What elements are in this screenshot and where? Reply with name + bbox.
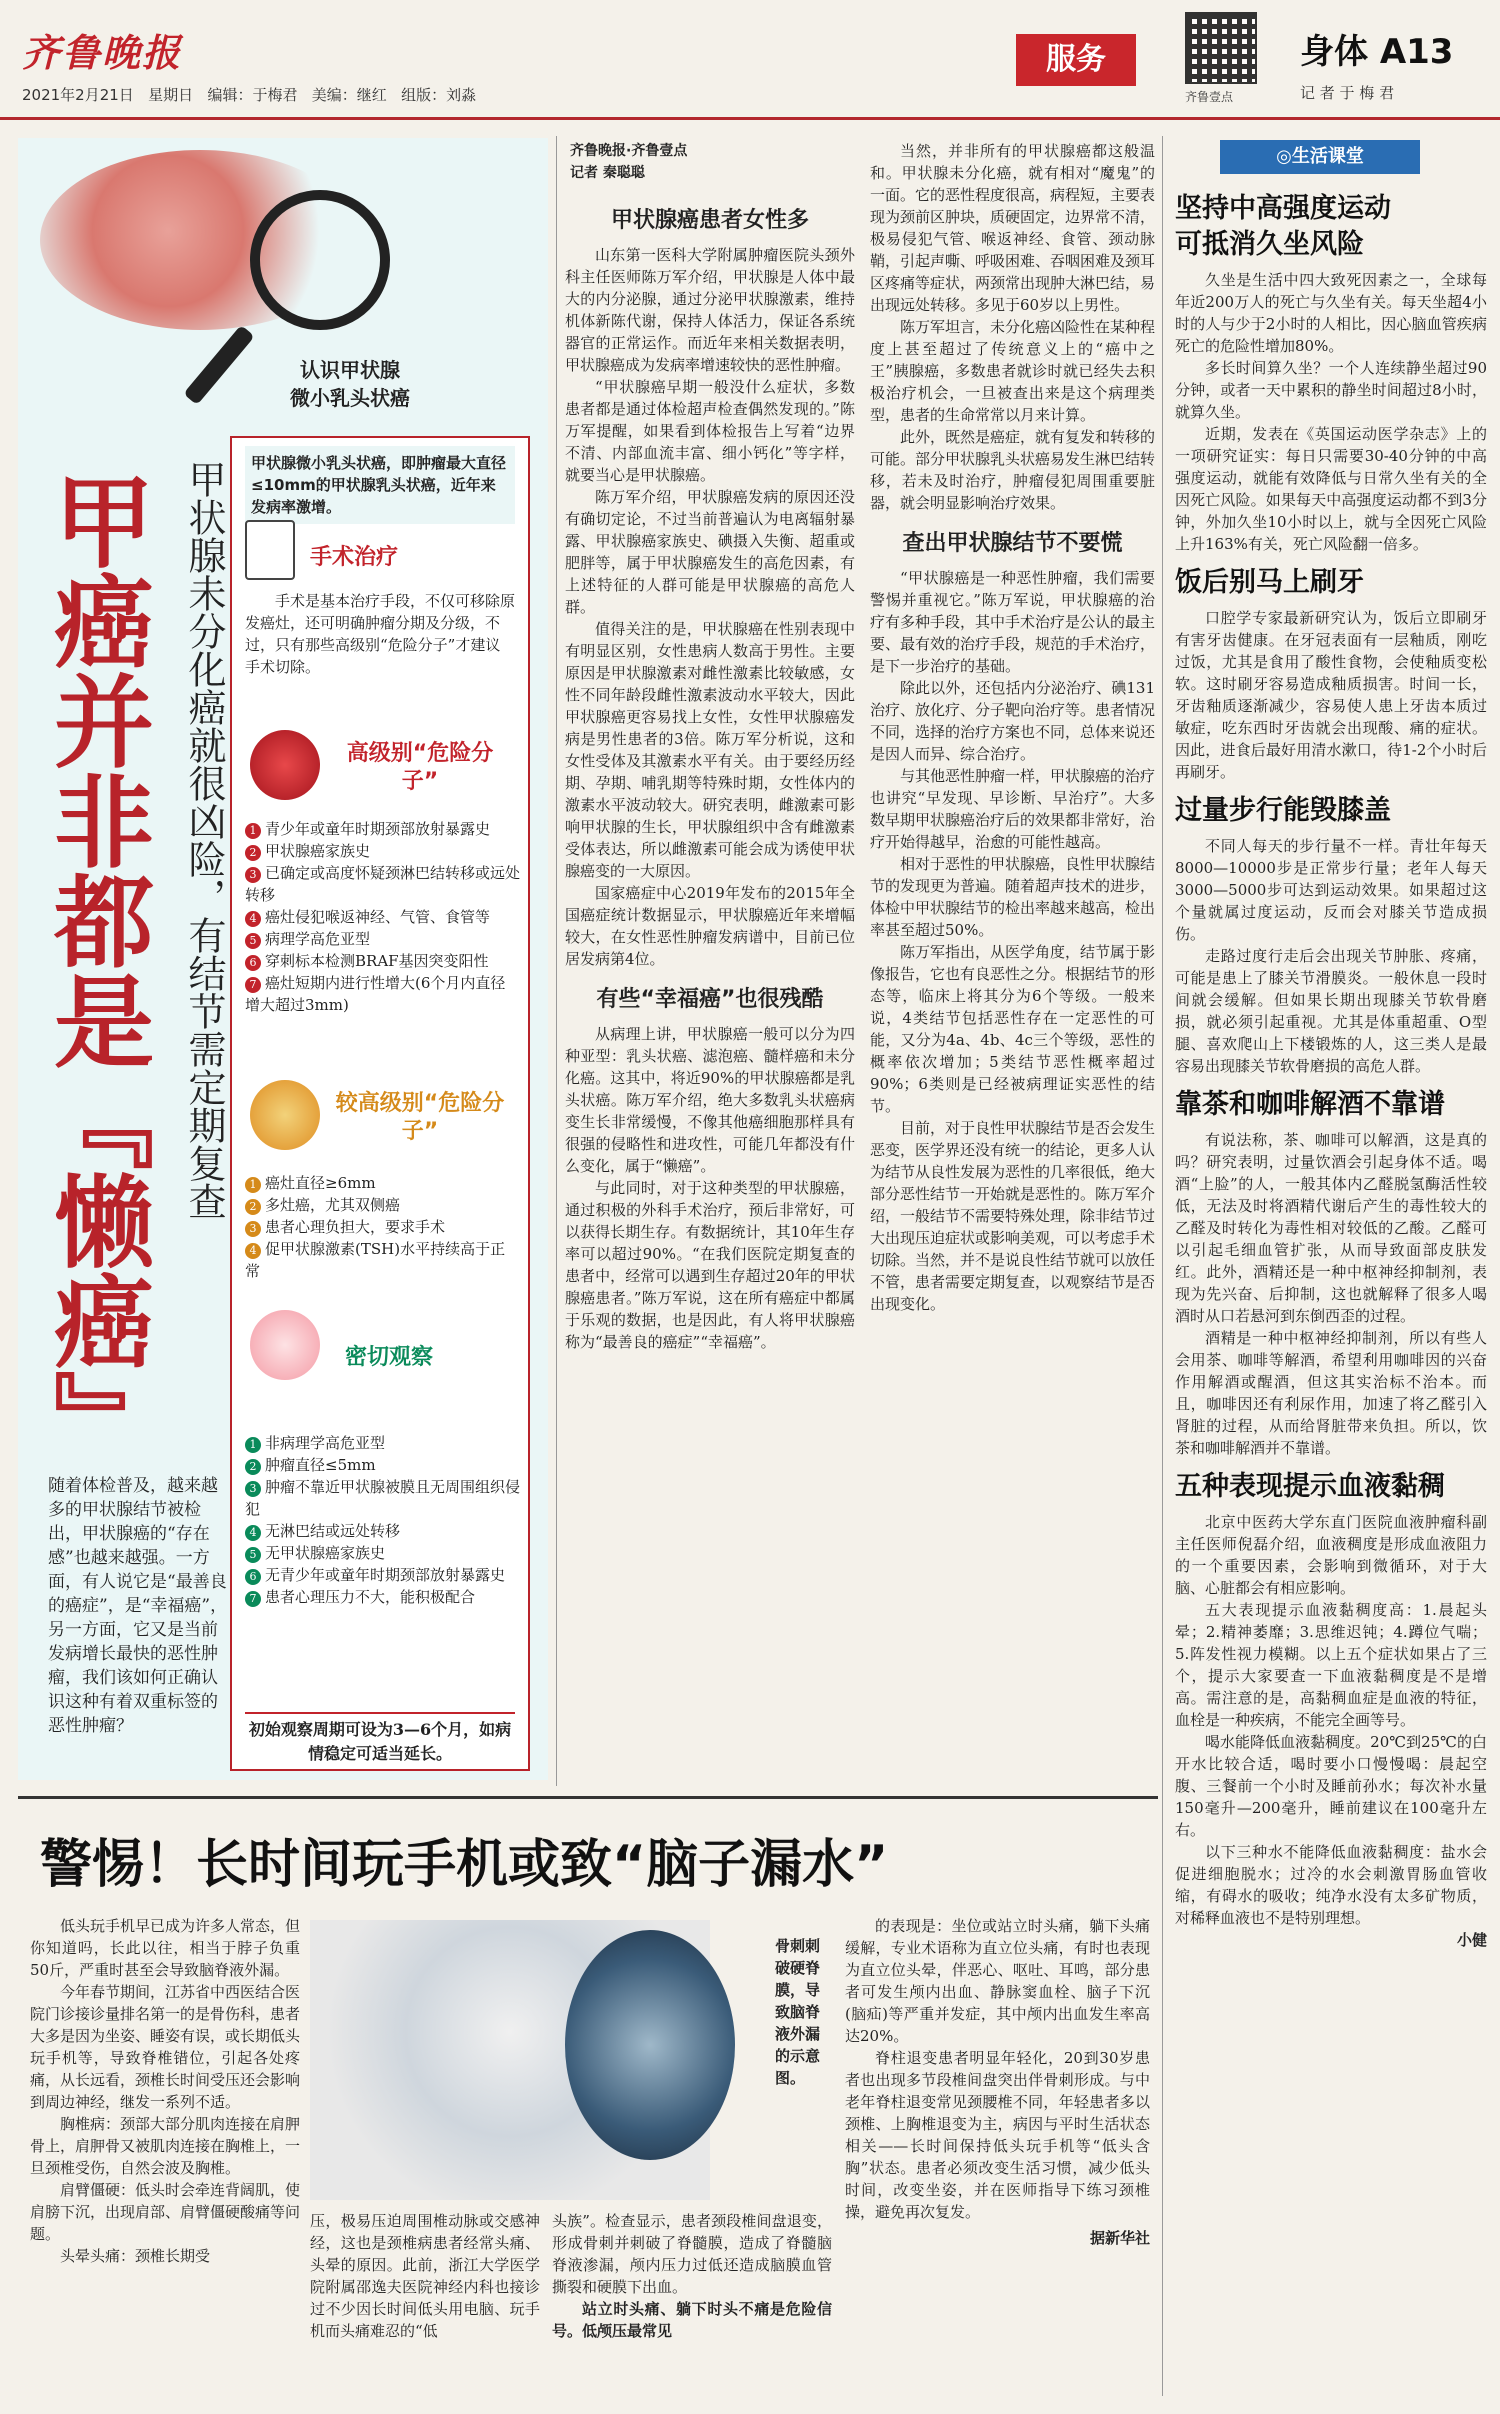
bottom-paragraph: 的表现是：坐位或站立时头痛，躺下头痛缓解，专业术语称为直立位头痛，有时也表现为直立位头晕，伴恶心、呕吐、耳鸣，部分患者可发生颅内出血、静脉窦血栓、脑子下沉(脑疝)等严重并发症，其中颅内出血发生率高达20%。 [845, 1917, 1150, 2045]
column-item-title: 饭后别马上刷牙 [1175, 567, 1364, 598]
watch-list [245, 1432, 520, 1608]
list-number-badge: 7 [245, 1591, 261, 1607]
bottom-column-4 [845, 1915, 1150, 2248]
list-number-badge: 7 [245, 977, 261, 993]
watch-item: 3肿瘤不靠近甲状腺被膜且无周围组织侵犯 [245, 1478, 521, 1518]
magnifier-icon [250, 190, 390, 330]
issue-date: 2021年2月21日 [22, 86, 134, 104]
qr-code-icon[interactable] [1185, 12, 1257, 84]
bottom-column-3-bold: 站立时头痛、躺下时头不痛是危险信号。低颅压最常见 [552, 2300, 832, 2340]
article-author: 记者 秦聪聪 [570, 165, 645, 181]
observation-note: 初始观察周期可设为3—6个月，如病情稳定可适当延长。 [245, 1712, 515, 1766]
column-item-paragraph: 酒精是一种中枢神经抑制剂，所以有些人会用茶、咖啡等解酒，希望利用咖啡因的兴奋作用解酒或醒酒，但这其实治标不治本。而且，咖啡因还有利尿作用，加速了将乙醛引入肾脏的过程，从而给肾脏带来负担。所以，饮茶和咖啡解酒并不靠谱。 [1175, 1329, 1487, 1457]
designer-credit: 美编：继红 [311, 86, 387, 104]
bottom-paragraph: 今年春节期间，江苏省中西医结合医院门诊接诊量排名第一的是骨伤科，患者大多是因为坐姿、睡姿有误，或长期低头玩手机等，导致脊椎错位，引起各处疼痛，从长远看，颈椎长时间受压还会影响到周边神经，继发一系列不适。 [30, 1983, 301, 2111]
masthead [0, 0, 1500, 120]
issue-weekday: 星期日 [148, 86, 194, 104]
high-risk-item: 3已确定或高度怀疑颈淋巴结转移或远处转移 [245, 864, 521, 904]
spinal-disc-illustration [565, 1930, 735, 2160]
life-class-column [1175, 185, 1487, 1950]
lead-subheadline: 甲状腺未分化癌就很凶险，有结节需定期复查 [182, 460, 226, 1220]
article-paragraph: 除此以外，还包括内分泌治疗、碘131治疗、放化疗、分子靶向治疗等。患者情况不同，选择的治疗方案也不同，总体来说还是因人而异、综合治疗。 [870, 679, 1156, 763]
bottom-paragraph: 低头玩手机早已成为许多人常态，但你知道吗，长此以往，相当于脖子负重50斤，严重时甚至会导致脑脊液外漏。 [30, 1917, 301, 1979]
bottom-paragraph: 肩臂僵硬：低头时会牵连背阔肌，使肩膀下沉，出现肩部、肩臂僵硬酸痛等问题。 [30, 2181, 301, 2243]
high-risk-item: 1青少年或童年时期颈部放射暴露史 [245, 818, 520, 840]
angel-mascot-icon [250, 1310, 320, 1380]
article-section-1 [565, 244, 855, 970]
high-risk-title: 高级别“危险分子” [346, 741, 494, 794]
column-item-paragraph: 以下三种水不能降低血液黏稠度：盐水会促进细胞脱水；过冷的水会刺激胃肠血管收缩，有碍水的吸收；纯净水没有太多矿物质，对稀释血液也不是特别理想。 [1175, 1843, 1487, 1927]
high-risk-item: 6穿刺标本检测BRAF基因突变阳性 [245, 950, 520, 972]
article-paragraph: 此外，既然是癌症，就有复发和转移的可能。部分甲状腺乳头状癌易发生淋巴结转移，若未及时治疗，肿瘤侵犯周围重要脏器，就会明显影响治疗效果。 [870, 428, 1156, 512]
section-title: 身体 A13 [1300, 32, 1454, 72]
column-tag: ◎生活课堂 [1220, 140, 1420, 174]
bottom-headline: 警惕！长时间玩手机或致“脑子漏水” [40, 1835, 889, 1895]
article-paragraph: “甲状腺癌早期一般没什么症状，多数患者都是通过体检超声检查偶然发现的。”陈万军提醒，如果看到体检报告上写着“边界不清、内部血流丰富、细小钙化”等字样，就要当心是甲状腺癌。 [565, 378, 855, 484]
editor-credit: 编辑：于梅君 [207, 86, 298, 104]
dateline [22, 84, 476, 105]
watch-item: 6无青少年或童年时期颈部放射暴露史 [245, 1564, 520, 1586]
article-subhead-1: 甲状腺癌患者女性多 [610, 208, 809, 233]
column-item-paragraph: 有说法称，茶、咖啡可以解酒，这是真的吗？研究表明，过量饮酒会引起身体不适。喝酒“上脸”的人，一般其体内乙醛脱氢酶活性较低，无法及时将酒精代谢后产生的毒性较大的乙醛及时转化为毒性相对较低的乙酸。乙醛可以引起毛细血管扩张，从而导致面部皮肤发红。此外，酒精还是一种中枢神经抑制剂，表现为先兴奋、后抑制，这也就解释了很多人喝酒时从口若悬河到东倒西歪的过程。 [1175, 1131, 1487, 1325]
mid-risk-list [245, 1172, 520, 1282]
summary-box: 甲状腺微小乳头状癌，即肿瘤最大直径≤10mm的甲状腺乳头状癌，近年来发病率激增。 [245, 446, 515, 524]
article-paragraph: 山东第一医科大学附属肿瘤医院头颈外科主任医师陈万军介绍，甲状腺是人体中最大的内分泌腺，通过分泌甲状腺激素，维持机体新陈代谢，保持人体活力，保证各系统器官的正常运作。而近年来相关数据表明，甲状腺癌成为发病率增速较快的恶性肿瘤。 [565, 246, 855, 374]
article-paragraph: 当然，并非所有的甲状腺癌都这般温和。甲状腺未分化癌，就有相对“魔鬼”的一面。它的恶性程度很高，病程短，主要表现为颈前区肿块，质硬固定，边界常不清，极易侵犯气管、喉返神经、食管、颈动脉鞘，引起声嘶、呼吸困难、吞咽困难及颈耳区疼痛等症状，两颈常出现肿大淋巴结，易出现远处转移。多见于60岁以上男性。 [870, 142, 1156, 314]
bottom-paragraph: 胸椎病：颈部大部分肌肉连接在肩胛骨上，肩胛骨又被肌肉连接在胸椎上，一旦颈椎受伤，自然会波及胸椎。 [30, 2115, 301, 2177]
high-risk-item: 2甲状腺癌家族史 [245, 840, 520, 862]
article-paragraph: 陈万军坦言，未分化癌凶险性在某种程度上甚至超过了传统意义上的“癌中之王”胰腺癌，多数患者就诊时就已经失去积极治疗机会，一旦被查出来是这个病理类型，患者的生命常常以月来计算。 [870, 318, 1156, 424]
surgery-text: 手术是基本治疗手段，不仅可移除原发癌灶，还可明确肿瘤分期及分级，不过，只有那些高级别“危险分子”才建议手术切除。 [245, 592, 516, 676]
article-paragraph: 陈万军指出，从医学角度，结节属于影像报告，它也有良恶性之分。根据结节的形态等，临床上将其分为6个等级。一般来说，4类结节包括恶性存在一定恶性的可能，又分为4a、4b、4c三个等级，恶性的概率依次增加；5类结节恶性概率超过90%；6类则是已经被病理证实恶性的结节。 [870, 943, 1156, 1115]
mid-risk-item: 3患者心理负担大，要求手术 [245, 1216, 520, 1238]
list-number-badge: 3 [245, 1481, 261, 1497]
watch-item: 5无甲状腺癌家族史 [245, 1542, 520, 1564]
article-paragraph: 从病理上讲，甲状腺癌一般可以分为四种亚型：乳头状癌、滤泡癌、髓样癌和未分化癌。这其中，将近90%的甲状腺癌都是乳头状癌。陈万军介绍，绝大多数乳头状癌病变生长非常缓慢，不像其他癌细胞那样具有很强的侵略性和进攻性，可能几年都没有什么变化，属于“懒癌”。 [565, 1025, 855, 1175]
list-number-badge: 4 [245, 911, 261, 927]
illustration-caption: 认识甲状腺 微小乳头状癌 [290, 358, 410, 410]
lead-headline: 甲癌并非都是『懒癌』 [37, 470, 154, 1470]
bottom-divider [18, 1796, 1158, 1799]
reporter-credit: 记 者 于 梅 君 [1300, 84, 1395, 102]
list-number-badge: 6 [245, 1569, 261, 1585]
column-item-paragraph: 多长时间算久坐？一个人连续静坐超过90分钟，或者一天中累积的静坐时间超过8小时，就算久坐。 [1175, 359, 1487, 421]
article-paragraph: 相对于恶性的甲状腺癌，良性甲状腺结节的发现更为普遍。随着超声技术的进步，体检中甲状腺结节的检出率越来越高，检出率甚至超过50%。 [870, 855, 1156, 939]
article-source: 齐鲁晚报·齐鲁壹点 [570, 143, 688, 159]
high-risk-list [245, 818, 520, 1016]
article-column-2 [870, 140, 1155, 1315]
column-item-paragraph: 北京中医药大学东直门医院血液肿瘤科副主任医师倪磊介绍，血液稠度是形成血液阻力的一个重要因素，会影响到微循环，对于大脑、心脏都会有相应影响。 [1175, 1513, 1487, 1597]
column-item-paragraph: 走路过度行走后会出现关节肿胀、疼痛，可能是患上了膝关节滑膜炎。一般休息一段时间就会缓解。但如果长期出现膝关节软骨磨损，就必须引起重视。尤其是体重超重、O型腿、喜欢爬山上下楼锻炼的人，这三类人是最容易出现膝关节软骨磨损的高危人群。 [1175, 947, 1487, 1075]
article-paragraph: 目前，对于良性甲状腺结节是否会发生恶变，医学界还没有统一的结论，更多人认为结节从良性发展为恶性的几率很低，绝大部分恶性结节一开始就是恶性的。陈万军介绍，一般结节不需要特殊处理，除非结节过大出现压迫症状或影响美观，可以考虑手术切除。当然，并不是说良性结节就可以放任不管，患者需要定期复查，以观察结节是否出现变化。 [870, 1119, 1156, 1313]
column-item-title: 五种表现提示血液黏稠 [1175, 1471, 1445, 1502]
article-paragraph: 与此同时，对于这种类型的甲状腺癌，通过积极的外科手术治疗，预后非常好，可以获得长期生存。有数据统计，其10年生存率可以超过90%。“在我们医院定期复查的患者中，经常可以遇到生存超过20年的甲状腺癌患者。”陈万军说，这在所有癌症中都属于乐观的数据，也是因此，有人将甲状腺癌称为“最善良的癌症”“幸福癌”。 [565, 1179, 855, 1351]
watch-item: 7患者心理压力不大，能积极配合 [245, 1586, 520, 1608]
devil-mascot-icon [250, 730, 320, 800]
article-paragraph: “甲状腺癌是一种恶性肿瘤，我们需要警惕并重视它。”陈万军说，甲状腺癌的治疗有多种手段，其中手术治疗是公认的最主要、最有效的治疗手段，规范的手术治疗，是下一步治疗的基础。 [870, 569, 1156, 675]
list-number-badge: 5 [245, 933, 261, 949]
list-number-badge: 3 [245, 867, 261, 883]
clipboard-icon [245, 520, 295, 580]
list-number-badge: 1 [245, 1437, 261, 1453]
bottom-column-4-text [845, 1915, 1150, 2223]
column-item-paragraph: 久坐是生活中四大致死因素之一，全球每年近200万人的死亡与久坐有关。每天坐超4小时的人与少于2小时的人相比，因心脑血管疾病死亡的危险性增加80%。 [1175, 271, 1487, 355]
high-risk-item: 5病理学高危亚型 [245, 928, 520, 950]
list-number-badge: 6 [245, 955, 261, 971]
mid-risk-item: 1癌灶直径≥6mm [245, 1172, 520, 1194]
mid-risk-item: 4促甲状腺激素(TSH)水平持续高于正常 [245, 1240, 506, 1280]
bottom-paragraph: 头晕头痛：颈椎长期受 [60, 2247, 211, 2265]
list-number-badge: 4 [245, 1243, 261, 1259]
mid-risk-title: 较高级别“危险分子” [335, 1091, 505, 1144]
mid-risk-item: 2多灶癌，尤其双侧癌 [245, 1194, 520, 1216]
column-item-paragraph: 五大表现提示血液黏稠度高：1.晨起头晕；2.精神萎靡；3.思维迟钝；4.蹲位气喘；5.阵发性视力模糊。以上五个症状如果占了三个，提示大家要查一下血液黏稠度是不是增高。需注意的是，高黏稠血症是血液的特征，血栓是一种疾病，不能完全画等号。 [1175, 1601, 1487, 1729]
column-item-title: 坚持中高强度运动 可抵消久坐风险 [1175, 193, 1391, 260]
bottom-column-1 [30, 1915, 300, 2267]
watch-item: 2肿瘤直径≤5mm [245, 1454, 520, 1476]
owl-mascot-icon [250, 1080, 320, 1150]
bottom-paragraph: 脊柱退变患者明显年轻化，20到30岁患者也出现多节段椎间盘突出伴骨刺形成。与中老年脊柱退变常见颈腰椎不同，年轻患者多以颈椎、上胸椎退变为主，病因与平时生活状态相关——长时间保持低头玩手机等“低头含胸”状态。患者必须改变生活习惯，减少低头时间，改变坐姿，并在医师指导下练习颈椎操，避免再次复发。 [845, 2049, 1150, 2221]
article-section-2-part-b [870, 140, 1155, 514]
list-number-badge: 3 [245, 1221, 261, 1237]
newspaper-logo: 齐鲁晚报 [22, 31, 183, 75]
column-divider [1162, 136, 1163, 2396]
article-column-1 [565, 195, 855, 1353]
bottom-column-3-text: 头族”。检查显示，患者颈段椎间盘退变，形成骨刺并刺破了脊髓膜，造成了脊髓脑脊液渗漏，颅内压力过低还造成脑膜血管撕裂和硬膜下出血。 [552, 2212, 832, 2296]
column-item-title: 过量步行能毁膝盖 [1175, 795, 1391, 826]
bottom-signoff: 据新华社 [1089, 2229, 1150, 2247]
watch-item: 4无淋巴结或远处转移 [245, 1520, 520, 1542]
list-number-badge: 4 [245, 1525, 261, 1541]
bottom-column-3 [552, 2210, 832, 2342]
qr-label: 齐鲁壹点 [1185, 90, 1234, 104]
watch-title: 密切观察 [345, 1345, 434, 1370]
article-paragraph: 值得关注的是，甲状腺癌在性别表现中有明显区别，女性患病人数高于男性。主要原因是甲状腺激素对雌性激素比较敏感，女性不同年龄段雌性激素波动水平较大，因此甲状腺癌更容易找上女性，女性甲状腺癌发病是男性患者的3倍。陈万军分析说，这和女性受体及其激素水平有关。由于要经历经期、孕期、哺乳期等特殊时期，女性体内的激素水平波动较大。研究表明，雌激素可影响甲状腺的生长，甲状腺组织中含有雌激素受体表达，所以雌激素可能会成为诱使甲状腺癌变的一大原因。 [565, 620, 855, 880]
service-badge: 服务 [1016, 34, 1136, 86]
column-item-title: 靠茶和咖啡解酒不靠谱 [1175, 1089, 1445, 1120]
bottom-column-1-text [30, 1915, 300, 2267]
article-paragraph: 国家癌症中心2019年发布的2015年全国癌症统计数据显示，甲状腺癌近年来增幅较大，在女性恶性肿瘤发病谱中，目前已位居发病第4位。 [565, 884, 855, 968]
column-divider [556, 136, 557, 1786]
list-number-badge: 2 [245, 845, 261, 861]
column-item-paragraph: 近期，发表在《英国运动医学杂志》上的一项研究证实：每日只需要30-40分钟的中高强度运动，就能有效降低与日常久坐有关的全因死亡风险。如果每天中高强度运动都不到3分钟，外加久坐10小时以上，就与全因死亡风险上升163%有关，死亡风险翻一倍多。 [1175, 425, 1487, 553]
bottom-column-2-text: 压，极易压迫周围椎动脉或交感神经，这也是颈椎病患者经常头痛、头晕的原因。此前，浙江大学医学院附属邵逸夫医院神经内科也接诊过不少因长时间低头用电脑、玩手机而头痛难忍的“低 [310, 2212, 540, 2340]
article-paragraph: 与其他恶性肿瘤一样，甲状腺癌的治疗也讲究“早发现、早诊断、早治疗”。大多数早期甲状腺癌治疗后的效果都非常好，治疗开始得越早，治愈的可能性越高。 [870, 767, 1156, 851]
lead-intro: 随着体检普及，越来越多的甲状腺结节被检出，甲状腺癌的“存在感”也越来越强。一方面，有人说它是“最善良的癌症”，是“幸福癌”，另一方面，它又是当前发病增长最快的恶性肿瘤，我们该如何正确认识这种有着双重标签的恶性肿瘤？ [48, 1476, 228, 1736]
list-number-badge: 1 [245, 823, 261, 839]
article-section-2-part-a [565, 1023, 855, 1353]
list-number-badge: 2 [245, 1199, 261, 1215]
list-number-badge: 2 [245, 1459, 261, 1475]
column-signoff: 小健 [1456, 1931, 1487, 1949]
article-subhead-3: 查出甲状腺结节不要慌 [902, 531, 1123, 556]
bottom-column-2 [310, 2210, 540, 2342]
column-item-paragraph: 喝水能降低血液黏稠度。20℃到25℃的白开水比较合适，喝时要小口慢慢喝：晨起空腹、三餐前一个小时及睡前孙水；每次补水量150毫升—200毫升，睡前建议在100毫升左右。 [1175, 1733, 1487, 1839]
article-subhead-2: 有些“幸福癌”也很残酷 [596, 987, 824, 1012]
high-risk-item: 7癌灶短期内进行性增大(6个月内直径增大超过3mm) [245, 974, 506, 1014]
spine-image-caption: 骨刺刺破硬脊膜，导致脑脊液外漏的示意图。 [775, 1937, 821, 2087]
watch-item: 1非病理学高危亚型 [245, 1432, 520, 1454]
article-section-3 [870, 567, 1155, 1315]
proof-credit: 组版：刘淼 [401, 86, 477, 104]
high-risk-item: 4癌灶侵犯喉返神经、气管、食管等 [245, 906, 520, 928]
article-paragraph: 陈万军介绍，甲状腺癌发病的原因还没有确切定论，不过当前普遍认为电离辐射暴露、甲状腺癌家族史、碘摄入失衡、超重或肥胖等，属于甲状腺癌发生的高危因素，有上述特征的人群可能是甲状腺癌的高危人群。 [565, 488, 855, 616]
list-number-badge: 5 [245, 1547, 261, 1563]
list-number-badge: 1 [245, 1177, 261, 1193]
surgery-title: 手术治疗 [310, 545, 399, 570]
column-item-paragraph: 口腔学专家最新研究认为，饭后立即刷牙有害牙齿健康。在牙冠表面有一层釉质，刚吃过饭，尤其是食用了酸性食物，会使釉质变松软。这时刷牙容易造成釉质损害。时间一长，牙齿釉质逐渐减少，容易使人患上牙齿本质过敏症，吃东西时牙齿就会出现酸、痛的症状。因此，进食后最好用清水漱口，待1-2个小时后再刷牙。 [1175, 609, 1487, 781]
column-item-paragraph: 不同人每天的步行量不一样。青壮年每天8000—10000步是正常步行量；老年人每天3000—5000步可达到运动效果。如果超过这个量就属过度运动，反而会对膝关节造成损伤。 [1175, 837, 1487, 943]
